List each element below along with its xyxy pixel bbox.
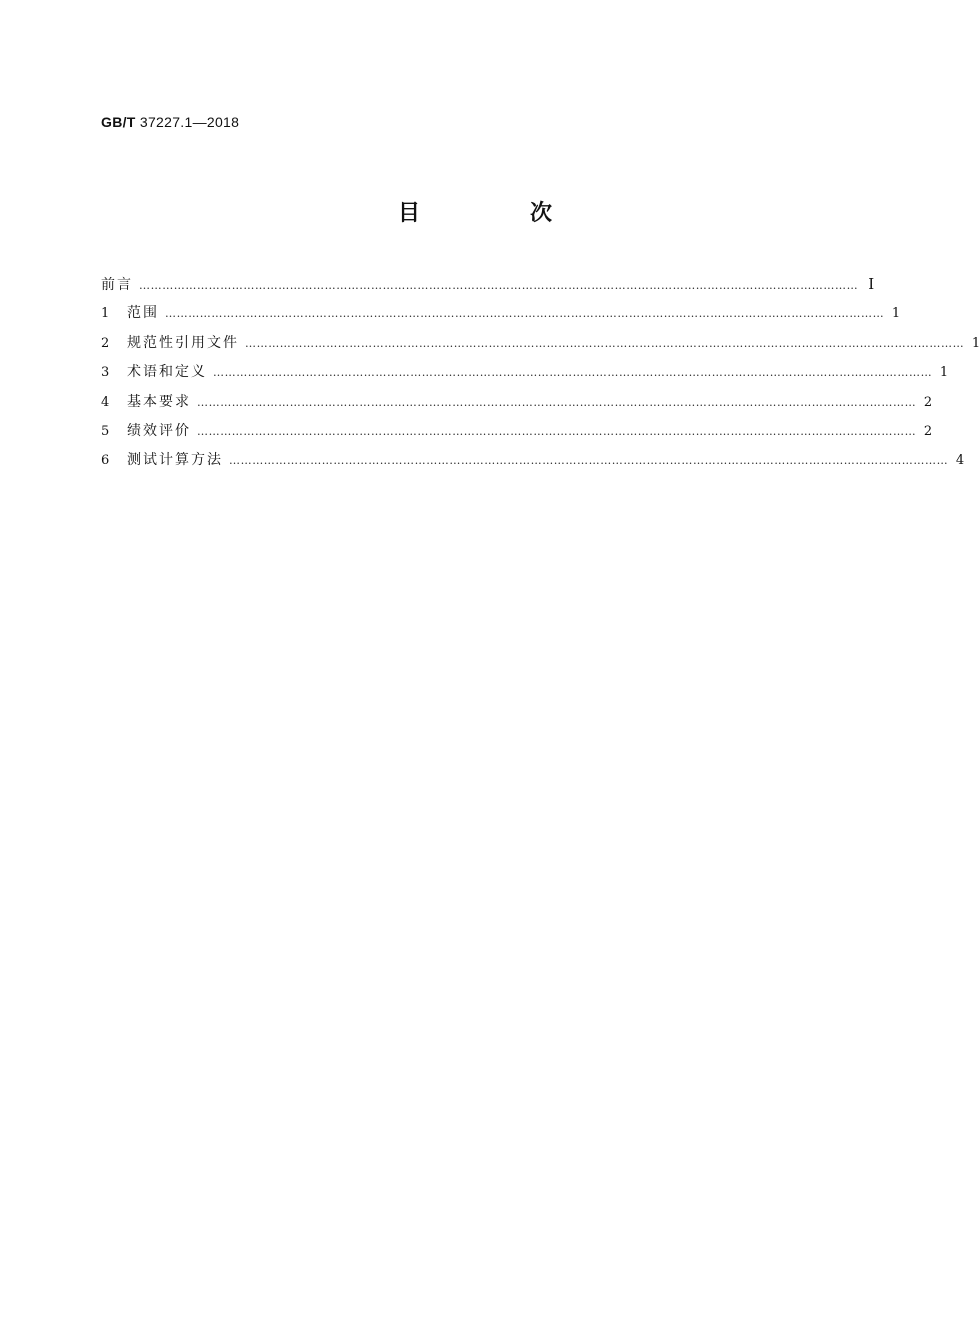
- leader-dots: ……………………………………………………………………………………………………………………………………………………………………: [213, 366, 933, 380]
- toc-entry-basic-requirements[interactable]: [101, 392, 933, 421]
- toc-title: 目 次: [397, 201, 596, 226]
- toc-entry-page: 2: [923, 423, 933, 439]
- toc-entry-page: 1: [971, 335, 980, 351]
- toc-entry-number: 6: [101, 453, 110, 469]
- toc-entry-page: 2: [923, 394, 933, 410]
- toc-entry-terms-definitions[interactable]: [101, 362, 949, 391]
- leader-dots: ……………………………………………………………………………………………………………………………………………………………………: [197, 424, 917, 438]
- leader-dots: ……………………………………………………………………………………………………………………………………………………………………: [197, 395, 917, 409]
- toc-entry-label: 测试计算方法: [127, 452, 223, 469]
- toc-entry-label: 基本要求: [127, 393, 191, 410]
- toc-entry-number: 3: [101, 365, 110, 381]
- toc-entry-label: 规范性引用文件: [127, 334, 239, 351]
- toc-entry-scope[interactable]: [101, 303, 901, 332]
- toc-entry-test-calculation-methods[interactable]: [101, 450, 965, 479]
- toc-entry-page: Ⅰ: [868, 275, 875, 293]
- leader-dots: ……………………………………………………………………………………………………………………………………………………………………: [229, 454, 949, 468]
- toc-entry-label: 绩效评价: [127, 422, 191, 439]
- standard-prefix: GB/T: [101, 114, 136, 130]
- toc-entry-normative-references[interactable]: [101, 333, 980, 362]
- toc-entry-performance-evaluation[interactable]: [101, 421, 933, 450]
- leader-dots: ……………………………………………………………………………………………………………………………………………………………………: [245, 336, 965, 350]
- toc-entry-label: 范围: [127, 305, 159, 322]
- toc-entry-number: 2: [101, 335, 110, 351]
- standard-number: 37227.1—2018: [139, 114, 240, 130]
- toc-entry-number: 4: [101, 394, 110, 410]
- leader-dots: ……………………………………………………………………………………………………………………………………………………………………: [139, 279, 859, 292]
- toc-entry-page: 4: [955, 453, 965, 469]
- toc-entry-number: 1: [101, 306, 110, 322]
- leader-dots: ……………………………………………………………………………………………………………………………………………………………………: [165, 307, 885, 321]
- toc-entry-foreword[interactable]: [101, 274, 875, 303]
- toc-entry-label: 前言: [101, 277, 133, 293]
- table-of-contents: [101, 274, 980, 480]
- toc-entry-page: 1: [891, 306, 901, 322]
- toc-entry-page: 1: [939, 365, 949, 381]
- toc-entry-number: 5: [101, 423, 110, 439]
- document-code: [101, 114, 239, 130]
- toc-entry-label: 术语和定义: [127, 364, 207, 381]
